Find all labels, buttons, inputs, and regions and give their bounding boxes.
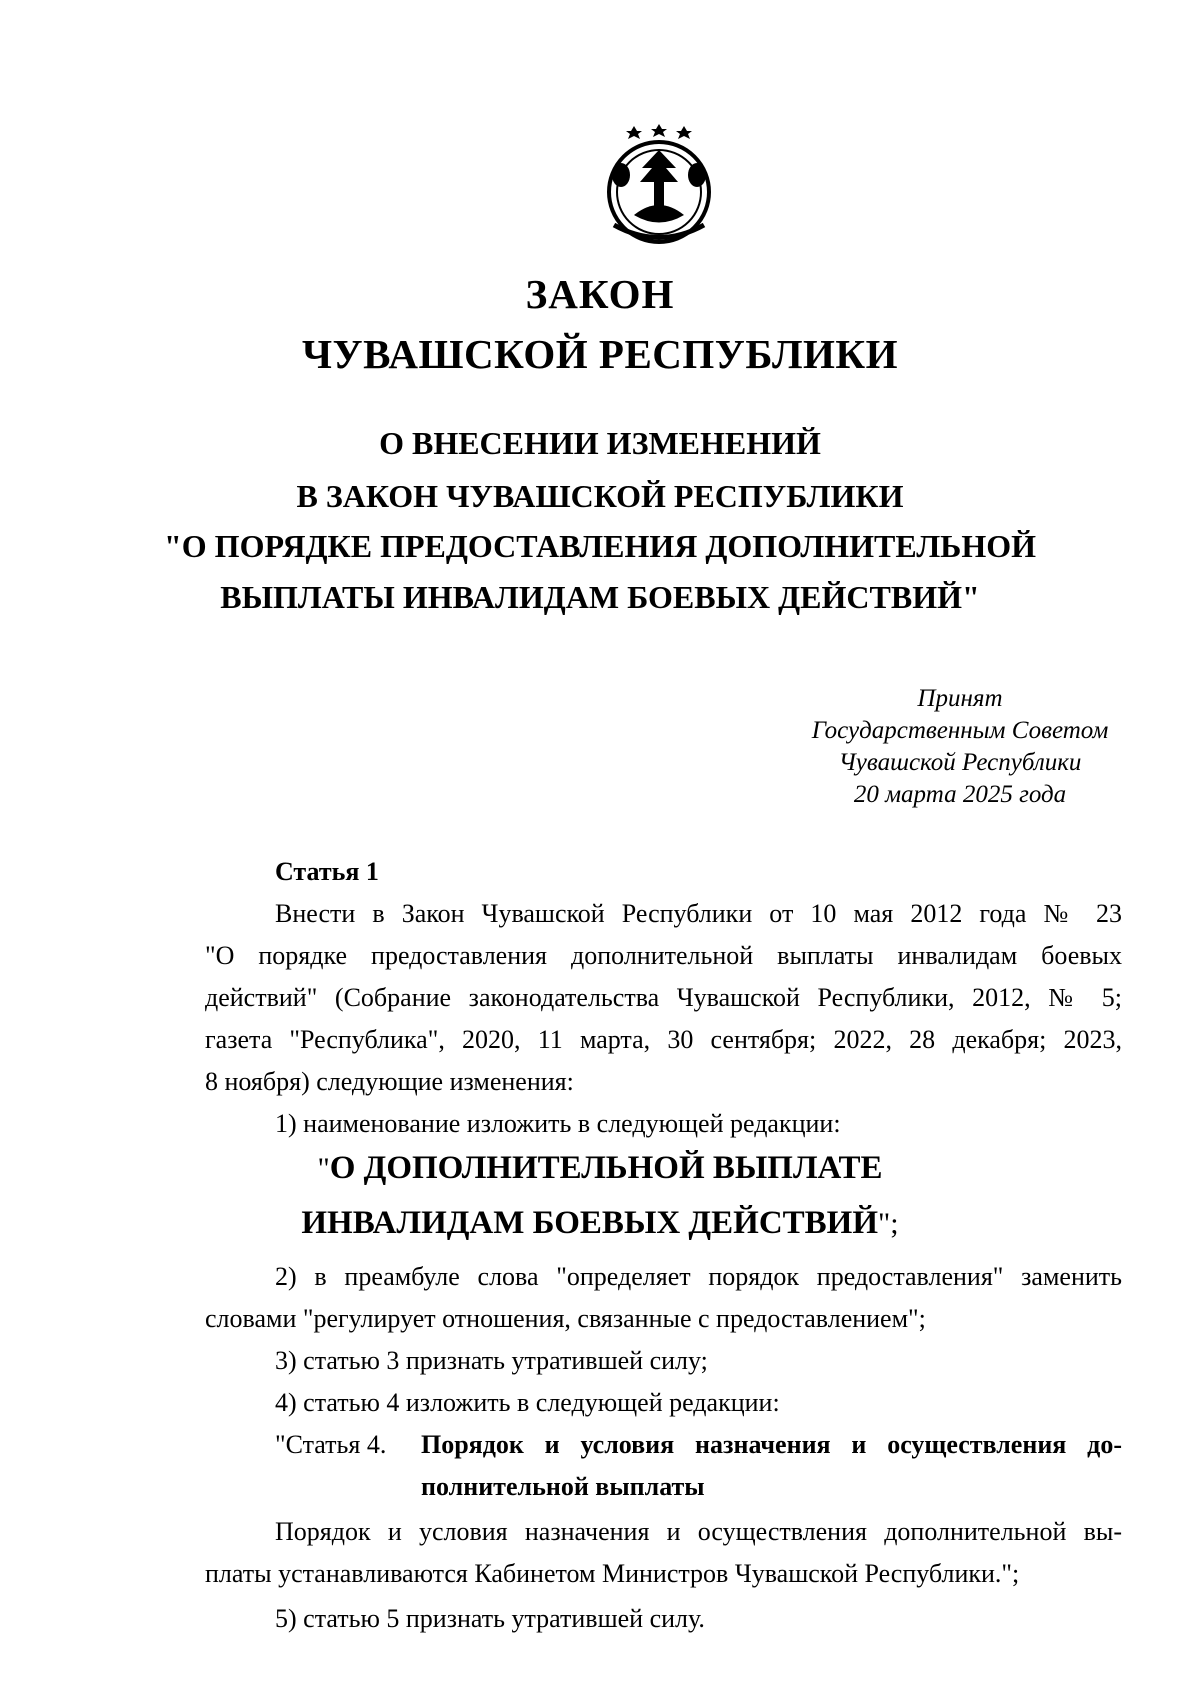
- new-law-name: [0, 1205, 1200, 1242]
- article-heading: Статья 1: [275, 857, 379, 886]
- law-title: ЗАКОН: [525, 271, 675, 317]
- new-law-name-line1: О ДОПОЛНИТЕЛЬНОЙ ВЫПЛАТЕ: [329, 1150, 883, 1186]
- list-item: 3) статью 3 признать утратившей силу;: [275, 1346, 708, 1375]
- law-title-republic: ЧУВАШСКОЙ РЕСПУБЛИКИ: [301, 331, 899, 377]
- adoption-line: Принят: [917, 685, 1003, 712]
- list-item-continuation: словами "регулирует отношения, связанные с предоставлением";: [205, 1304, 926, 1333]
- chuvash-republic-emblem-icon: [594, 120, 724, 250]
- new-article-body-line: платы устанавливаются Кабинетом Министров Чувашской Республики.";: [205, 1559, 1020, 1588]
- adoption-line: Чувашской Республики: [838, 749, 1082, 776]
- law-subtitle-line: ВЫПЛАТЫ ИНВАЛИДАМ БОЕВЫХ ДЕЙСТВИЙ": [220, 579, 980, 615]
- new-article-heading: Порядок и условия назначения и осуществления до-: [421, 1430, 1122, 1459]
- quote-mark: ": [317, 1152, 330, 1185]
- paragraph-line: Внести в Закон Чувашской Республики от 10 мая 2012 года № 23: [275, 899, 1122, 928]
- adoption-line: Государственным Советом: [811, 717, 1109, 744]
- paragraph-line: действий" (Собрание законодательства Чувашской Республики, 2012, № 5;: [205, 983, 1122, 1012]
- law-subtitle-line: "О ПОРЯДКЕ ПРЕДОСТАВЛЕНИЯ ДОПОЛНИТЕЛЬНОЙ: [164, 528, 1036, 564]
- new-article-heading: полнительной выплаты: [421, 1472, 705, 1501]
- new-law-name-line2: ИНВАЛИДАМ БОЕВЫХ ДЕЙСТВИЙ: [301, 1205, 879, 1241]
- list-item: 5) статью 5 признать утратившей силу.: [275, 1604, 705, 1633]
- list-item: 4) статью 4 изложить в следующей редакции:: [275, 1388, 780, 1417]
- paragraph-line: 8 ноября) следующие изменения:: [205, 1067, 574, 1096]
- paragraph-line: "О порядке предоставления дополнительной выплаты инвалидам боевых: [205, 941, 1122, 970]
- list-item: 2) в преамбуле слова "определяет порядок предоставления" заменить: [275, 1262, 1122, 1291]
- quote-close: ";: [878, 1207, 899, 1240]
- paragraph-line: газета "Республика", 2020, 11 марта, 30 сентября; 2022, 28 декабря; 2023,: [205, 1025, 1122, 1054]
- law-subtitle-line: О ВНЕСЕНИИ ИЗМЕНЕНИЙ: [379, 425, 821, 461]
- law-subtitle-line: В ЗАКОН ЧУВАШСКОЙ РЕСПУБЛИКИ: [296, 478, 904, 514]
- new-law-name: [0, 1150, 1200, 1187]
- list-item: 1) наименование изложить в следующей редакции:: [275, 1109, 841, 1138]
- new-article-body-line: Порядок и условия назначения и осуществления дополнительной вы-: [275, 1517, 1122, 1546]
- adoption-date: 20 марта 2025 года: [853, 781, 1067, 808]
- new-article-label: "Статья 4.: [275, 1430, 387, 1459]
